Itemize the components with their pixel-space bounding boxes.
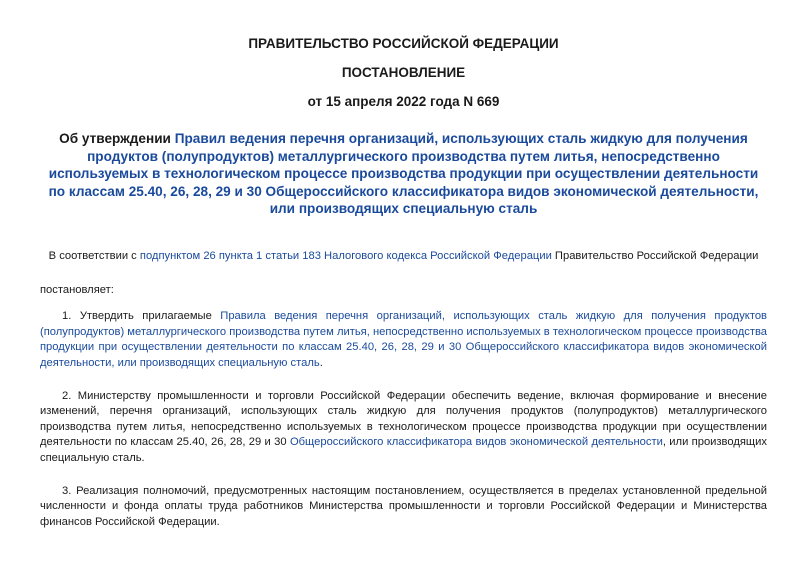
item-2 bbox=[40, 389, 767, 467]
tax-code-link[interactable]: подпунктом 26 пункта 1 статьи 183 Налогового кодекса Российской Федерации bbox=[139, 249, 552, 262]
item-1-before: 1. Утвердить прилагаемые bbox=[62, 310, 221, 323]
title-rules-link[interactable]: Правил ведения перечня организаций, использующих сталь жидкую для получения продуктов (полупродуктов) металлургического производства путем литья, непосредственно используемых в технологическом процессе производства продукции при осуществлении деятельности по классам 25.40, 26, 28, 29 и 30 Общероссийского классификатора видов экономической деятельности, или производящих специальную сталь bbox=[48, 131, 759, 216]
item-2-before: 2. Министерству промышленности и торговли Российской Федерации обеспечить ведение, включая формирование и внесение изменений, перечня организаций, использующих сталь жидкую для получения продуктов (полупродуктов) металлургического производства путем литья, непосредственно используемых в технологическом процессе производства продукции при осуществлении деятельности по классам 25.40, 26, 28, 29 и 30 bbox=[40, 389, 767, 449]
resolves-text: постановляет: bbox=[40, 283, 114, 296]
doc-date-number: от 15 апреля 2022 года N 669 bbox=[307, 94, 500, 109]
item-1-rules-link[interactable]: Правила ведения перечня организаций, использующих сталь жидкую для получения продуктов (полупродуктов) металлургического производства путем литья, непосредственно используемых в технологическом процессе производства продукции при осуществлении деятельности по классам 25.40, 26, 28, 29 и 30 Общероссийского классификатора видов экономической деятельности, или производящих специальную сталь bbox=[40, 310, 767, 370]
item-3: 3. Реализация полномочий, предусмотренных настоящим постановлением, осуществляется в пределах установленной предельной численности и фонда оплаты труда работников Министерства промышленности и торговли Российской Федерации и Министерства финансов Российской Федерации. bbox=[40, 484, 767, 528]
preamble bbox=[40, 249, 767, 264]
issuer-heading: ПРАВИТЕЛЬСТВО РОССИЙСКОЙ ФЕДЕРАЦИИ bbox=[248, 36, 559, 51]
preamble-after: Правительство Российской Федерации bbox=[551, 249, 759, 262]
preamble-before: В соответствии с bbox=[48, 249, 140, 262]
title-prefix: Об утверждении bbox=[59, 131, 175, 146]
item-1 bbox=[40, 309, 767, 371]
item-2-after: , или производящих специальную сталь. bbox=[40, 436, 767, 465]
item-1-after: . bbox=[319, 357, 323, 370]
doc-type-heading: ПОСТАНОВЛЕНИЕ bbox=[341, 65, 466, 80]
okved-classifier-link[interactable]: Общероссийского классификатора видов экономической деятельности bbox=[289, 436, 663, 449]
doc-title bbox=[40, 130, 767, 218]
